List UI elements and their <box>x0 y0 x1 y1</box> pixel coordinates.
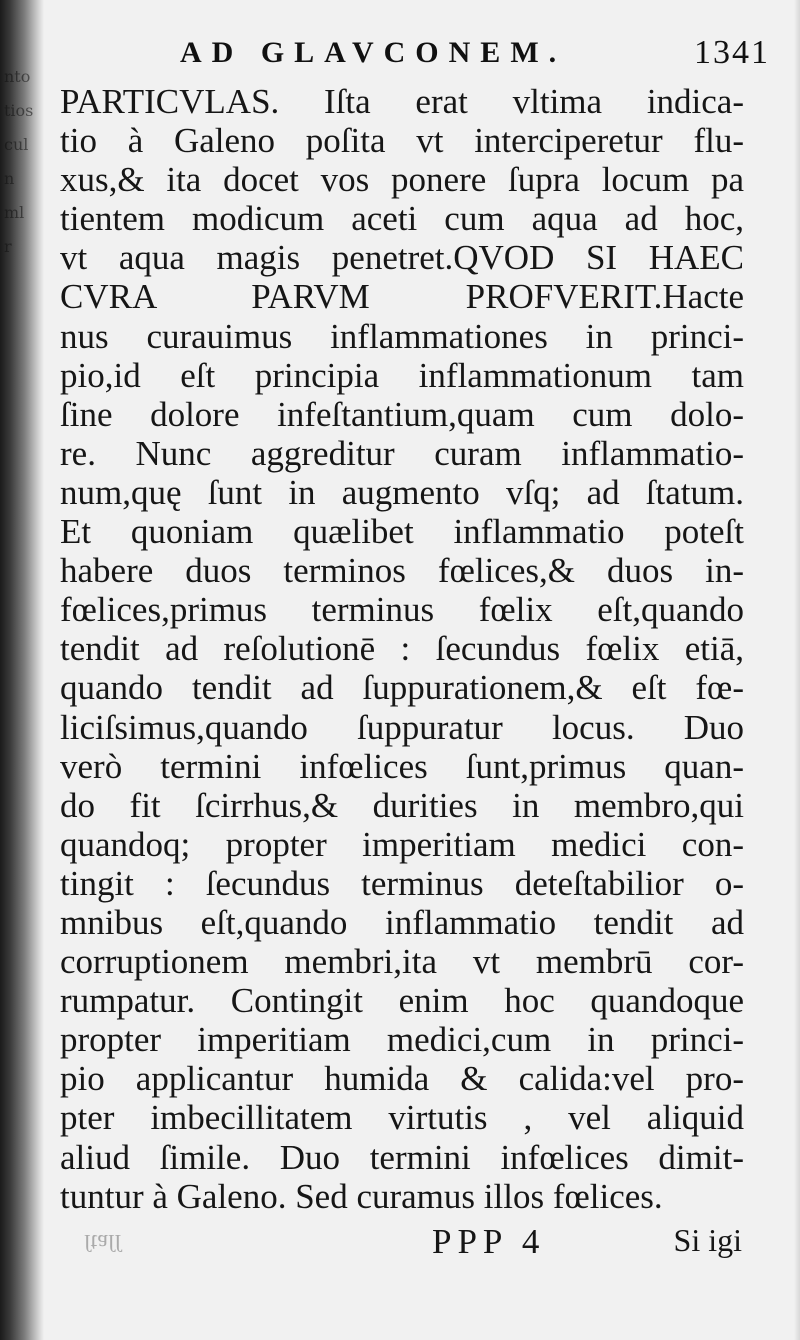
facing-page-bleed <box>4 60 34 264</box>
body-text <box>60 82 744 1216</box>
running-head: AD GLAVCONEM. <box>180 36 567 69</box>
text-line: aliud ſimile. Duo termini infœlices dimit- <box>60 1137 744 1177</box>
text-line: tientem modicum aceti cum aqua ad hoc, <box>60 199 744 239</box>
text-line: quandoq; propter imperitiam medici con- <box>60 824 744 864</box>
text-line: rumpatur. Contingit enim hoc quandoque <box>60 981 744 1021</box>
text-line: vt aqua magis penetret.QVOD SI HAEC <box>60 238 744 278</box>
text-line: tuntur à Galeno. Sed curamus illos fœlices. <box>60 1176 663 1216</box>
bleed-fragment: nto <box>4 67 31 86</box>
bleed-fragment: n <box>4 169 15 188</box>
text-line: tio à Galeno poſita vt interciperetur flu- <box>60 121 744 161</box>
text-line: Et quoniam quælibet inflammatio poteſt <box>60 512 744 552</box>
text-line: pter imbecillitatem virtutis , vel aliquid <box>60 1098 744 1138</box>
text-line: mnibus eſt,quando inflammatio tendit ad <box>60 902 744 942</box>
text-line: pio applicantur humida & calida:vel pro- <box>60 1059 744 1099</box>
text-line: verò termini infœlices ſunt,primus quan- <box>60 746 744 786</box>
text-line: tendit ad reſolutionē : ſecundus fœlix etiā, <box>60 629 744 669</box>
page-edge <box>794 0 800 1340</box>
signature-mark: PPP 4 <box>432 1222 546 1261</box>
text-line: ſine dolore infeſtantium,quam cum dolo- <box>60 394 744 434</box>
text-line: nus curauimus inflammationes in princi- <box>60 316 744 356</box>
text-line: quando tendit ad ſuppurationem,& eſt fœ- <box>60 668 744 708</box>
text-line: PARTICVLAS. Iſta erat vltima indica- <box>60 82 744 121</box>
page-number: 1341 <box>694 34 770 71</box>
text-line: re. Nunc aggreditur curam inflammatio- <box>60 433 744 473</box>
text-line: corruptionem membri,ita vt membrū cor- <box>60 942 744 982</box>
text-line: xus,& ita docet vos ponere ſupra locum pa <box>60 160 744 200</box>
text-line: habere duos terminos fœlices,& duos in- <box>60 551 744 591</box>
text-line: do fit ſcirrhus,& durities in membro,qui <box>60 785 744 825</box>
text-line: pio,id eſt principia inflammationum tam <box>60 355 744 395</box>
show-through-text: ſtaſſ <box>84 1229 122 1255</box>
text-line: fœlices,primus terminus fœlix eſt,quando <box>60 590 744 630</box>
text-line: num,quę ſunt in augmento vſq; ad ſtatum. <box>60 472 744 512</box>
bleed-fragment: cul <box>4 135 29 154</box>
bleed-fragment: r <box>4 237 12 256</box>
text-line: CVRA PARVM PROFVERIT.Hacte <box>60 277 744 317</box>
text-line: propter imperitiam medici,cum in princi- <box>60 1020 744 1060</box>
bleed-fragment: tios <box>4 101 34 120</box>
catchword: Si igi <box>673 1222 742 1258</box>
bleed-fragment: ml <box>4 203 25 222</box>
page-header <box>180 30 770 80</box>
text-line: liciſsimus,quando ſuppuratur locus. Duo <box>60 707 744 747</box>
text-line: tingit : ſecundus terminus deteſtabilior o- <box>60 863 744 903</box>
